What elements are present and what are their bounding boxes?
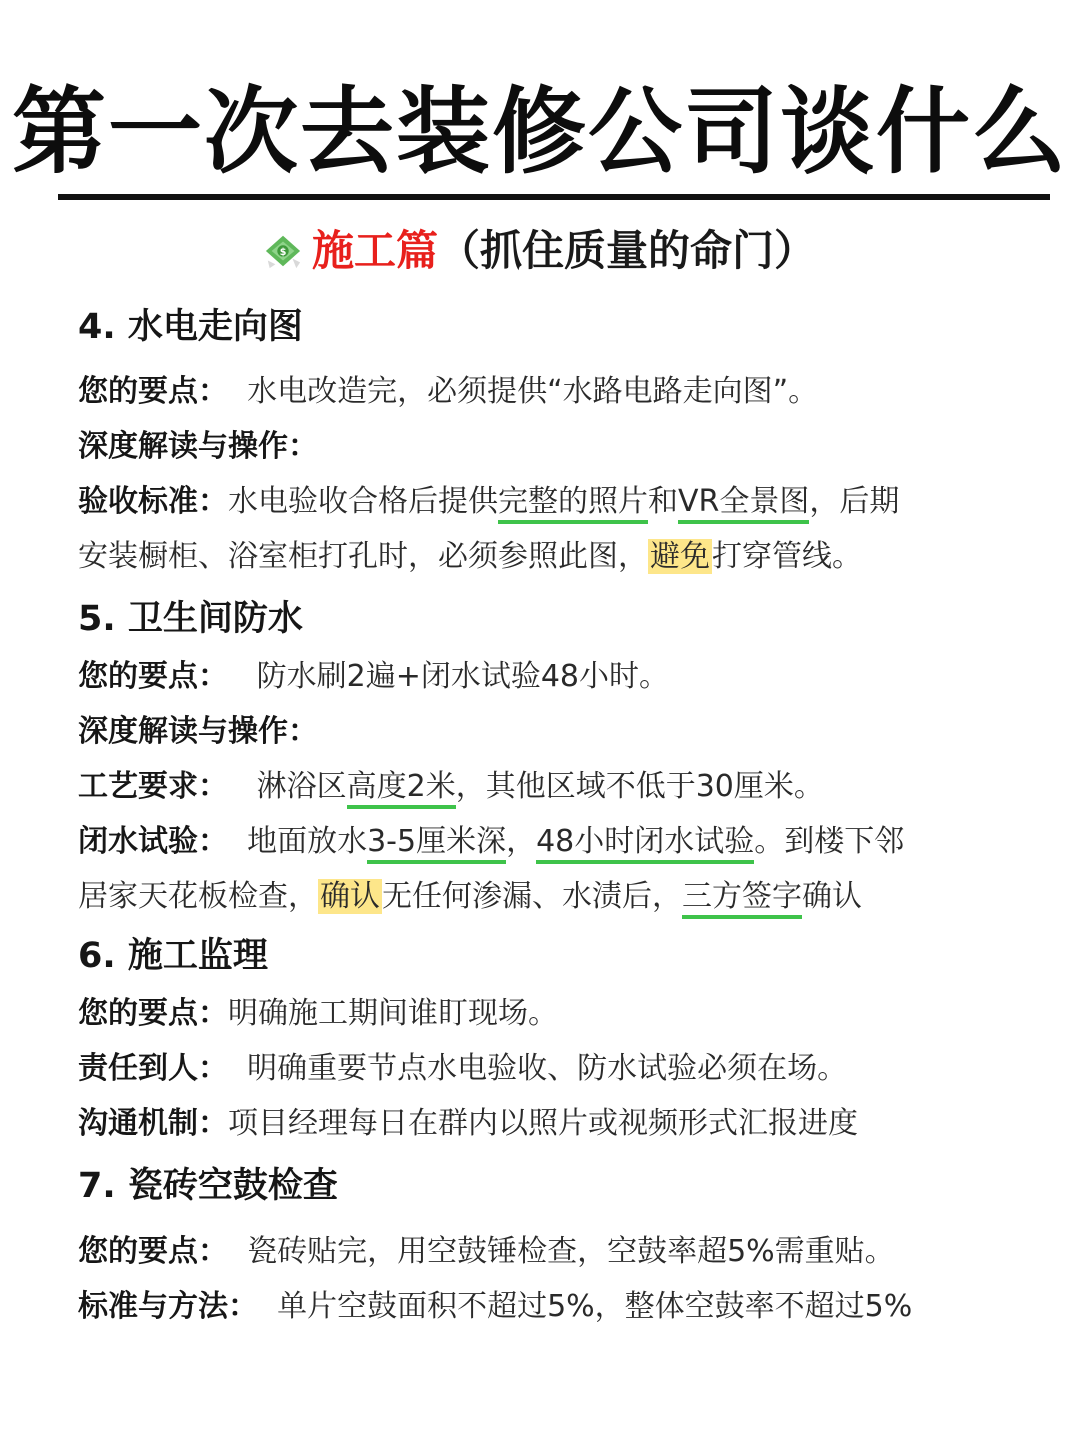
content-line <box>78 875 862 919</box>
line-text: 项目经理每日在群内以照片或视频形式汇报进度 <box>228 1106 858 1141</box>
line-label: 沟通机制： <box>78 1106 228 1141</box>
line-label: 闭水试验： <box>78 824 228 859</box>
content-line <box>78 1230 895 1274</box>
underlined-text: 三方签字 <box>682 879 802 919</box>
section-subtitle <box>0 222 1080 280</box>
content-line <box>78 992 558 1036</box>
line-text: 安装橱柜、浴室柜打孔时，必须参照此图， <box>78 539 648 574</box>
line-text: ，后期 <box>809 484 900 519</box>
money-with-wings-icon <box>264 232 302 270</box>
title-divider <box>58 194 1050 200</box>
underlined-text: 完整的照片 <box>498 484 648 524</box>
line-text: ，其他区域不低于30厘米。 <box>455 769 824 804</box>
line-text: 居家天花板检查， <box>78 879 318 914</box>
line-label: 工艺要求： <box>78 769 228 804</box>
line-text: 地面放水 <box>228 824 368 859</box>
content-line <box>78 535 862 579</box>
line-text: 淋浴区 <box>228 769 347 804</box>
subtitle-accent: 施工篇 <box>311 226 438 275</box>
content-line <box>78 820 904 864</box>
line-label: 您的要点： <box>78 659 228 694</box>
line-label: 您的要点： <box>78 1234 228 1269</box>
underlined-text: 高度2米 <box>347 769 456 809</box>
line-label: 深度解读与操作： <box>78 714 318 749</box>
page-title: 第一次去装修公司谈什么 <box>11 78 1068 187</box>
line-text: 和 <box>648 484 678 519</box>
content-line <box>78 765 824 809</box>
line-text: 明确重要节点水电验收、防水试验必须在场。 <box>228 1051 848 1086</box>
line-label: 标准与方法： <box>78 1289 258 1324</box>
subtitle-rest: （抓住质量的命门） <box>438 226 817 275</box>
line-text: 确认 <box>802 879 862 914</box>
content-line <box>78 1102 858 1146</box>
section-heading: 5. 卫生间防水 <box>78 599 303 639</box>
line-text: 瓷砖贴完，用空鼓锤检查，空鼓率超5%需重贴。 <box>228 1234 895 1269</box>
svg-text:$: $ <box>279 246 287 258</box>
section-heading: 6. 施工监理 <box>78 936 268 976</box>
line-text: 水电验收合格后提供 <box>228 484 498 519</box>
content-line <box>78 480 899 524</box>
content-line <box>78 655 669 699</box>
highlighted-text: 避免 <box>650 539 710 574</box>
line-text: 。到楼下邻 <box>754 824 905 859</box>
underlined-text: 48小时闭水试验 <box>536 824 754 864</box>
content-line <box>78 370 818 414</box>
line-text: 明确施工期间谁盯现场。 <box>228 996 558 1031</box>
line-label: 验收标准： <box>78 484 228 519</box>
line-label: 您的要点： <box>78 374 228 409</box>
section-heading: 7. 瓷砖空鼓检查 <box>78 1166 338 1206</box>
content-line <box>78 1047 847 1091</box>
line-text: 水电改造完，必须提供“水路电路走向图”。 <box>228 374 819 409</box>
content-line <box>78 425 318 469</box>
line-text: 无任何渗漏、水渍后， <box>382 879 682 914</box>
underlined-text: VR全景图 <box>678 484 809 524</box>
line-text: 防水刷2遍+闭水试验48小时。 <box>228 659 670 694</box>
line-text: 单片空鼓面积不超过5%，整体空鼓率不超过5% <box>258 1289 913 1324</box>
line-text: 打穿管线。 <box>712 539 862 574</box>
underlined-text: 3-5厘米深 <box>367 824 506 864</box>
line-text: ， <box>506 824 537 859</box>
line-label: 您的要点： <box>78 996 228 1031</box>
content-line <box>78 710 318 754</box>
line-label: 深度解读与操作： <box>78 429 318 464</box>
highlighted-text: 确认 <box>320 879 380 914</box>
line-label: 责任到人： <box>78 1051 228 1086</box>
content-line <box>78 1285 912 1329</box>
section-heading: 4. 水电走向图 <box>78 307 303 347</box>
